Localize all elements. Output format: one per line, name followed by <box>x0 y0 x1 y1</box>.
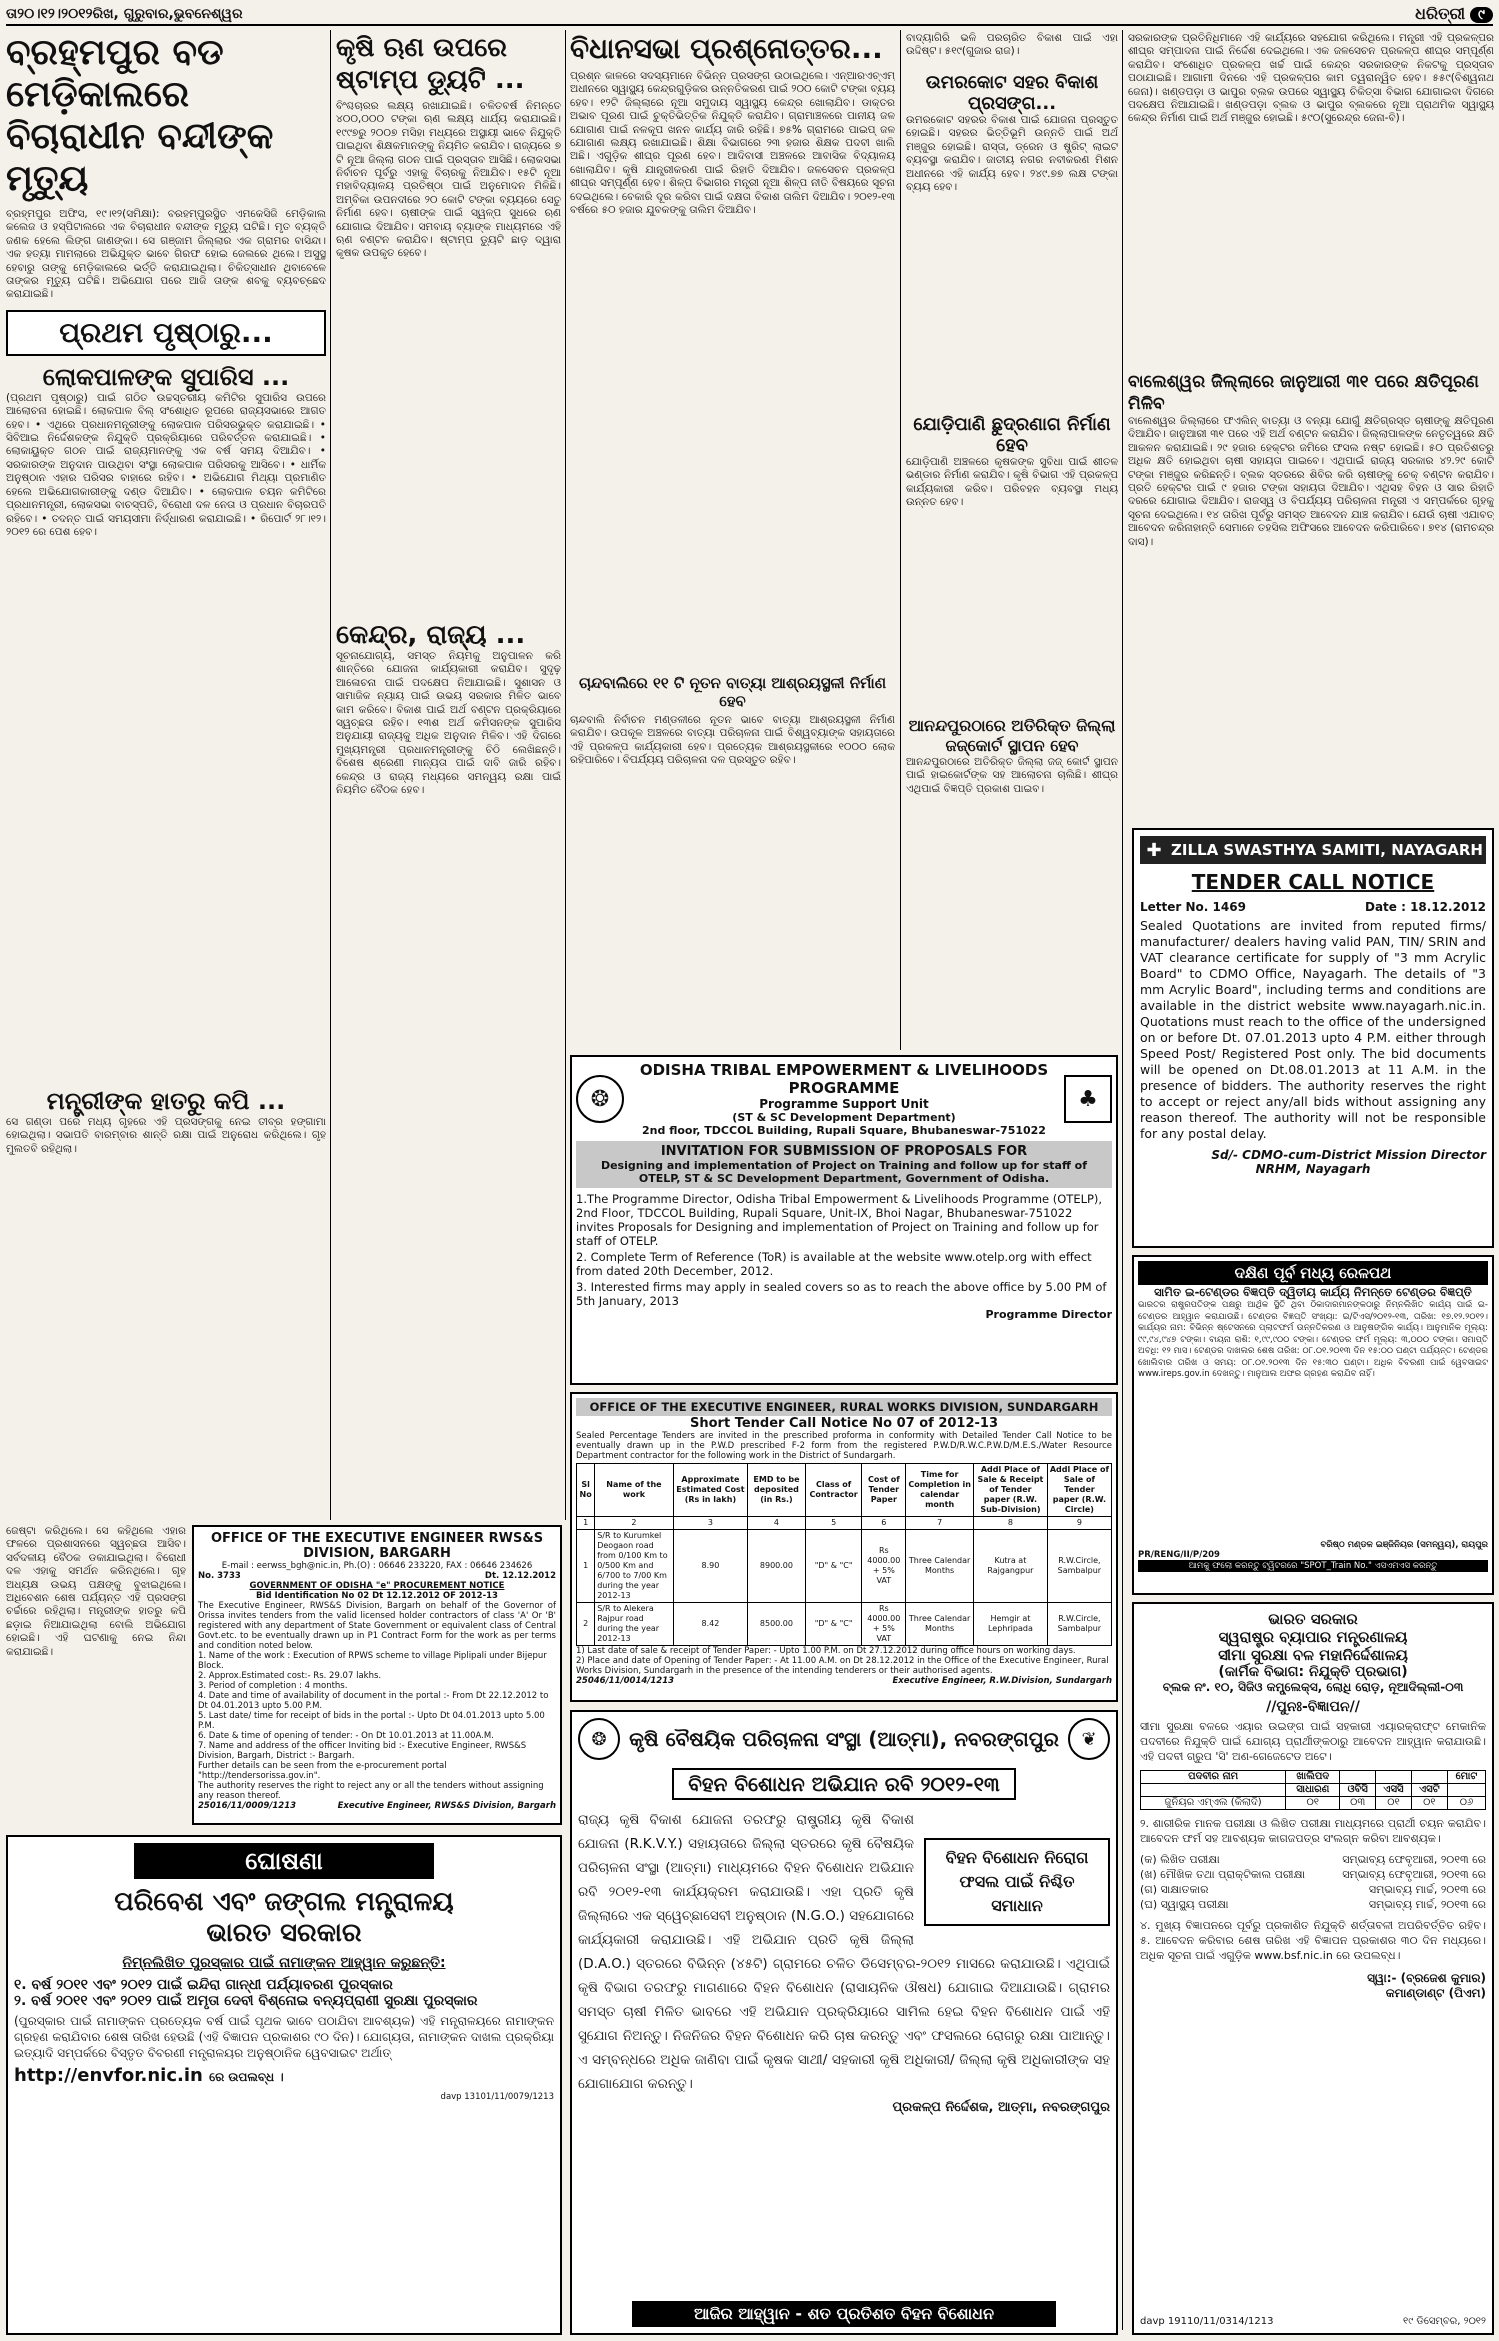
schedule-date: ସମ୍ଭାବ୍ୟ ଫେବୃଆରୀ, ୨୦୧୩ ରେ <box>1342 1868 1486 1881</box>
railway-code: PR/RENG/II/P/209 <box>1138 1550 1220 1560</box>
atma-sign: ପ୍ରକଳ୍ପ ନିର୍ଦ୍ଦେଶକ, ଆତ୍ମା, ନବରଙ୍ଗପୁର <box>892 2100 1110 2115</box>
list-item <box>1140 1882 1486 1897</box>
list-item <box>1140 1867 1486 1882</box>
schedule-date: ସମ୍ଭାବ୍ୟ ଫେବୃଆରୀ, ୨୦୧୩ ରେ <box>1342 1853 1486 1866</box>
ghoshana-govt: ଭାରତ ସରକାର <box>206 1918 362 1948</box>
atma-slogan-box: ବିହନ ବିଶୋଧନ ନିରୋଗ ଫସଲ ପାଇଁ ନିଶ୍ଚିତ ସମାଧାନ <box>924 1838 1110 1926</box>
rws-item: 5. Last date/ time for receipt of bids in the portal :- Upto Dt 04.01.2013 upto 5.00 P.M. <box>198 1711 545 1731</box>
table-cell: Hemgir at Lephripada <box>974 1603 1048 1646</box>
table-cell: ପଦବୀର ନାମ <box>1141 1771 1286 1784</box>
header-date: ତା୨୦।୧୨।୨୦୧୨ରିଖ, ଗୁରୁବାର,ଭୁବନେଶ୍ୱର <box>6 6 243 22</box>
schedule-date: ସମ୍ଭାବ୍ୟ ମାର୍ଚ୍ଚ, ୨୦୧୩ ରେ <box>1368 1898 1486 1911</box>
zilla-tender-notice <box>1132 828 1494 1248</box>
rws-item: 1. Name of the work : Execution of RPWS scheme to village Piplipali under Bijepur Block. <box>198 1651 547 1671</box>
table-cell: ଓବିସି <box>1340 1784 1376 1797</box>
rws-item: 7. Name and address of the officer Inviting bid :- Executive Engineer, RWS&S Division, Bargarh, District :- Bargarh. <box>198 1741 527 1761</box>
col4-sub2-body: ଯୋଡ଼ିପାଣି ଅଞ୍ଚଳରେ କୃଷକଙ୍କ ସୁବିଧା ପାଇଁ ଶୀତଳ ଭଣ୍ଡାର ନିର୍ମାଣ କରାଯିବ। କୃଷି ବିଭାଗ ଏହି ପ୍ରକଳ୍ପ କାର୍ଯ୍ୟକାରୀ କରିବ। ପରିବହନ ବ୍ୟବସ୍ଥା ମଧ୍ୟ ଉନ୍ନତ ହେବ। <box>906 456 1118 509</box>
table-cell: 8.42 <box>673 1603 748 1646</box>
sundargarh-body: Sealed Percentage Tenders are invited in the prescribed proforma in conformity with Detailed Tender Call Notice to be eventually drawn up in the P.W.D prescribed F-2 form from the registered P.W.D/R.W.C.P.W.D/M.E.S./Water Resource Department contractor for the following work in the District of Sundargarh. <box>576 1431 1112 1461</box>
table-cell: ଜୁନିୟର ଏମ୍‌ଏଲ (କିଲାଦି) <box>1141 1797 1286 1810</box>
rws-code: 25016/11/0009/1213 <box>198 1801 297 1811</box>
column-4 <box>906 32 1118 1047</box>
page-header <box>6 4 1493 26</box>
col5-top: ସରକାରଙ୍କ ପ୍ରତିନିଧିମାନେ ଏହି କାର୍ଯ୍ୟରେ ସହଯୋଗ କରିଥିଲେ। ମନ୍ତ୍ରୀ ଏହି ପ୍ରକଳ୍ପର ଶୀଘ୍ର ସମ୍ପାଦନା ପାଇଁ ନିର୍ଦ୍ଦେଶ ଦେଇଥିଲେ। ଏକ ଜଳସେଚନ ପ୍ରକଳ୍ପ ଶୀଘ୍ର ସମ୍ପୂର୍ଣ୍ଣ କରାଯିବ। ସଂଶୋଧିତ ପ୍ରକଳ୍ପ ଖର୍ଚ୍ଚ ପାଇଁ କେନ୍ଦ୍ର ସରକାରଙ୍କ ନିକଟକୁ ପ୍ରସ୍ତାବ ପଠାଯାଇଛି। ଆଗାମୀ ଦିନରେ ଏହି ପ୍ରକଳ୍ପର କାମ ତ୍ୱରାନ୍ୱିତ ହେବ। ୫୫୯(ବିଶ୍ୱନାଥ ଜେନା)। ଖଣ୍ଡପଡ଼ା ଓ ଭାପୁର ବ୍ଲକ ଉପରେ ସ୍ୱାସ୍ଥ୍ୟ ଚିକିତ୍ସା ବିଭାଗ ଯୋଗାଇବା ଦିଗରେ ପଦକ୍ଷେପ ନିଆଯାଇଛି। ଖଣ୍ଡପଡ଼ା ବ୍ଲକ ଓ ଭାପୁର ବ୍ଲକରେ ନୂଆ ପ୍ରାଥମିକ ସ୍ୱାସ୍ଥ୍ୟ କେନ୍ଦ୍ର ନିର୍ମାଣ ପାଇଁ ଅର୍ଥ ମଞ୍ଜୁର ହୋଇଛି। ୫୯୦(ସୁରେନ୍ଦ୍ର ଜେନା-ବି)। <box>1128 32 1494 125</box>
list-item <box>1140 1897 1486 1912</box>
table-cell: ୦୧ <box>1411 1797 1447 1810</box>
table-col-number: 7 <box>906 1517 974 1530</box>
bsf-vacancy-table <box>1140 1770 1486 1810</box>
railway-banner: ଦକ୍ଷିଣ ପୂର୍ବ ମଧ୍ୟ ରେଳପଥ <box>1138 1261 1488 1285</box>
table-cell <box>1448 1784 1486 1797</box>
sundargarh-title: OFFICE OF THE EXECUTIVE ENGINEER, RURAL WORKS DIVISION, SUNDARGARH <box>576 1398 1112 1416</box>
bsf-readvert: //ପୁନଃ-ବିଜ୍ଞାପନ// <box>1266 1699 1360 1715</box>
table-cell: Rs 4000.00 + 5% VAT <box>862 1603 906 1646</box>
table-header-cell: Time for Completion in calendar month <box>906 1464 974 1517</box>
table-cell: S/R to Kurumkel Deogaon road from 0/100 Km to 0/500 Km and 6/700 to 7/00 Km during the year 2012-13 <box>595 1530 673 1603</box>
atma-body: ରାଜ୍ୟ କୃଷି ବିକାଶ ଯୋଜନା ତରଫରୁ ରାଷ୍ଟ୍ରୀୟ କୃଷି ବିକାଶ ଯୋଜନା (R.K.V.Y.) ସହାୟତାରେ ଜିଲ୍ଲା ସ୍ତରରେ କୃଷି ବୈଷୟିକ ପରିଚାଳନା ସଂସ୍ଥା (ଆତ୍ମା) ମାଧ୍ୟମରେ ବିହନ ବିଶୋଧନ ଅଭିଯାନ ରବି ୨୦୧୨-୧୩ କାର୍ଯ୍ୟକ୍ରମ କରାଯାଉଛି। ଏହା ପ୍ରତି କୃଷି ଜିଲ୍ଲାରେ ଏକ ସ୍ୱେଚ୍ଛାସେବୀ ଅନୁଷ୍ଠାନ (N.G.O.) ସହଯୋଗରେ କାର୍ଯ୍ୟକାରୀ କରାଯାଉଛି। ଏହି ଅଭିଯାନ ପ୍ରତି କୃଷି ଜିଲ୍ଲା (D.A.O.) ସ୍ତରରେ ବିଭିନ୍ନ (୪୫ଟି) ଗ୍ରାମରେ ଚଳିତ ଡିସେମ୍ବର-୨୦୧୨ ମାସରେ କରାଯାଉଛି। ଏଥିପାଇଁ କୃଷି ବିଭାଗ ତରଫରୁ ମାଗଣାରେ ବିହନ ବିଶୋଧନ (ରାସାୟନିକ ଔଷଧ) ଯୋଗାଇ ଦିଆଯାଉଛି। ଗ୍ରାମର ସମସ୍ତ ଚାଷୀ ମିଳିତ ଭାବରେ ଏହି ଅଭିଯାନ ପ୍ରକ୍ରିୟାରେ ସାମିଲ ହେଇ ବିହନ ବିଶୋଧନ ପାଇଁ ଏହି ସୁଯୋଗ ନିଅନ୍ତୁ। ନିଜନିଜର ବିହନ ବିଶୋଧନ କରି ଚାଷ କରନ୍ତୁ ଏବଂ ଫସଲରେ ରୋଗରୁ ରକ୍ଷା ପାଆନ୍ତୁ। ଏ ସମ୍ବନ୍ଧରେ ଅଧିକ ଜାଣିବା ପାଇଁ କୃଷକ ସାଥୀ/ ସହକାରୀ କୃଷି ଅଧିକାରୀ/ ଜିଲ୍ଲା କୃଷି ଅଧିକାରୀଙ୍କ ସହ ଯୋଗାଯୋଗ କରନ୍ତୁ। <box>578 1812 1110 2092</box>
zilla-body: Sealed Quotations are invited from reputed firms/ manufacturer/ dealers having valid PAN, TIN/ SRIN and VAT clearance certificate for supply of "3 mm Acrylic Board" to CDMO Office, Nayagarh. The details of "3 mm Acrylic Board", including terms and conditions are available in the district website www.nayagarh.nic.in. Quotations must reach to the office of the undersigned on or before Dt. 07.01.2013 upto 4 P.M. either through Speed Post/ Registered Post only. The bid documents will be opened on Dt.08.01.2013 at 11 A.M. in the presence of bidders. The authority reserves the right to accept or reject any/all bids without assigning any reason thereof. The authority will not be responsible for any postal delay. <box>1140 918 1486 1141</box>
table-header-cell: Cost of Tender Paper <box>862 1464 906 1517</box>
railway-notice <box>1132 1255 1494 1595</box>
railway-footer: ଆମକୁ ଫଲୋ କରନ୍ତୁ ଟ୍ୱିଟରରେ "SPOT_Train No." ଏସଏମଏସ କରନ୍ତୁ <box>1138 1560 1488 1572</box>
table-col-number: 3 <box>673 1517 748 1530</box>
table-col-number: 6 <box>862 1517 906 1530</box>
bsf-schedule <box>1140 1852 1486 1912</box>
table-cell: 8900.00 <box>748 1530 806 1603</box>
col3-sub-body: ଚାନ୍ଦବାଲି ନିର୍ବାଚନ ମଣ୍ଡଳୀରେ ନୂତନ ଭାବେ ବାତ୍ୟା ଆଶ୍ରୟସ୍ଥଳୀ ନିର୍ମାଣ କରାଯିବ। ଉପକୂଳ ଅଞ୍ଚଳରେ ବାତ୍ୟା ପରିଚାଳନା ପାଇଁ ବିଶ୍ୱବ୍ୟାଙ୍କ ସହାୟତାରେ ଏହି ପ୍ରକଳ୍ପ କାର୍ଯ୍ୟକାରୀ ହେବ। ପ୍ରତ୍ୟେକ ଆଶ୍ରୟସ୍ଥଳୀରେ ୧୦୦୦ ଲୋକ ରହିପାରିବେ। ବିପର୍ଯ୍ୟୟ ପରିଚାଳନା ଦଳ ପ୍ରସ୍ତୁତ ରହିବ। <box>570 714 895 767</box>
list-item <box>1140 1852 1486 1867</box>
ghoshana-code: davp 13101/11/0079/1213 <box>440 2092 554 2102</box>
column-3 <box>570 32 895 1057</box>
rws-date: Dt. 12.12.2012 <box>484 1571 556 1581</box>
rws-bid-id: Bid Identification No 02 Dt 12.12.2012 OF 2012-13 <box>256 1591 498 1601</box>
ghoshana-notice <box>6 1835 562 2335</box>
sundargarh-subtitle: Short Tender Call Notice No 07 of 2012-13 <box>690 1416 998 1431</box>
kendra-heading: କେନ୍ଦ୍ର, ରାଜ୍ୟ ... <box>336 620 526 650</box>
table-cell: R.W.Circle, Sambalpur <box>1047 1530 1111 1603</box>
atma-notice <box>570 1710 1118 2335</box>
schedule-label: (ଗ) ସାକ୍ଷାତକାର <box>1140 1883 1209 1896</box>
zilla-banner: ZILLA SWASTHYA SAMITI, NAYAGARH <box>1171 841 1483 859</box>
bsf-body: ସୀମା ସୁରକ୍ଷା ବଳରେ ଏୟାର ଉଇଙ୍ଗ ପାଇଁ ସହକାରୀ ଏୟାରକ୍ରାଫ୍ଟ ମେକାନିକ ପଦବୀରେ ନିଯୁକ୍ତି ପାଇଁ ଯୋଗ୍ୟ ପ୍ରାର୍ଥୀଙ୍କଠାରୁ ଆବେଦନ ଆହ୍ୱାନ କରାଯାଉଛି। ଏହି ପଦବୀ ଗ୍ରୁପ 'ସି' ଅଣ-ଗେଜେଟେଡ ଅଟେ। <box>1140 1720 1486 1763</box>
ghoshana-intro: ନିମ୍ନଲିଖିତ ପୁରସ୍କାର ପାଇଁ ନାମାଙ୍କନ ଆହ୍ୱାନ କରୁଛନ୍ତି: <box>122 1955 446 1971</box>
otelp-point: 2. Complete Term of Reference (ToR) is available at the website www.otelp.org with effect from dated 20th December, 2012. <box>576 1250 1092 1278</box>
lokpal-body: (ପ୍ରଥମ ପୃଷ୍ଠାରୁ) ପାଇଁ ଗଠିତ ଉଚ୍ଚସ୍ତରୀୟ କମିଟିର ସୁପାରିସ ଉପରେ ଆଲୋଚନା ହୋଇଛି। ଲୋକପାଳ ବିଲ୍ ସଂଶୋଧିତ ରୂପରେ ରାଜ୍ୟସଭାରେ ଆଗତ ହେବ। • ଏଥିରେ ପ୍ରଧାନମନ୍ତ୍ରୀଙ୍କୁ ଲୋକପାଳ ପରିସରଭୁକ୍ତ କରାଯାଇଛି। • ସିବିଆଇ ନିର୍ଦ୍ଦେଶକଙ୍କ ନିଯୁକ୍ତି ପ୍ରକ୍ରିୟାରେ ପରିବର୍ତ୍ତନ କରାଯାଇଛି। • ଲୋକାୟୁକ୍ତ ଗଠନ ପାଇଁ ରାଜ୍ୟମାନଙ୍କୁ ଏକ ବର୍ଷ ସମୟ ଦିଆଯିବ। • ସରକାରଙ୍କ ଅନୁଦାନ ପାଉଥିବା ସଂସ୍ଥା ଲୋକପାଳ ପରିସରକୁ ଆସିବେ। • ଧାର୍ମିକ ଅନୁଷ୍ଠାନ ଏହାର ପରିସର ବାହାରେ ରହିବ। • ଅଭିଯୋଗ ମିଥ୍ୟା ପ୍ରମାଣିତ ହେଲେ ଅଭିଯୋଗକାରୀଙ୍କୁ ଦଣ୍ଡ ଦିଆଯିବ। • ଲୋକପାଳ ଚୟନ କମିଟିରେ ପ୍ରଧାନମନ୍ତ୍ରୀ, ଲୋକସଭା ବାଚସ୍ପତି, ବିରୋଧୀ ଦଳ ନେତା ଓ ପ୍ରଧାନ ବିଚାରପତି ରହିବେ। • ତଦନ୍ତ ପାଇଁ ସମୟସୀମା ନିର୍ଦ୍ଧାରଣ କରାଯାଇଛି। • ରିପୋର୍ଟ ୨୮।୧୨।୨୦୧୨ ରେ ପେଶ ହେବ। <box>6 391 326 538</box>
bsf-notice <box>1132 1602 1494 2335</box>
sundargarh-note: 2) Place and date of Opening of Tender Paper: - At 11.00 A.M. on Dt 28.12.2012 in the Office of the Executive Engineer, Rural Works Division, Sundargarh in the presence of the intending tenderers or their authorised agents. <box>576 1656 1109 1676</box>
table-cell: R.W.Circle, Sambalpur <box>1047 1603 1111 1646</box>
schedule-label: (ଖ) ମୌଖିକ ତଥା ପ୍ରାକ୍ଟିକାଲ ପରୀକ୍ଷା <box>1140 1868 1305 1881</box>
bsf-body3: ୪. ମୁଖ୍ୟ ବିଜ୍ଞାପନରେ ପୂର୍ବରୁ ପ୍ରକାଶିତ ନିଯୁକ୍ତି ଶର୍ତ୍ତାବଳୀ ଅପରିବର୍ତ୍ତିତ ରହିବ। ୫. ଆବେଦନ କରିବାର ଶେଷ ତାରିଖ ଏହି ବିଜ୍ଞାପନ ପ୍ରକାଶର ୩୦ ଦିନ ମଧ୍ୟରେ। ଅଧିକ ସୂଚନା ପାଇଁ ଏଗୁଡ଼ିକ www.bsf.nic.in ରେ ଉପଲବ୍ଧ। <box>1140 1919 1486 1962</box>
article-body: ବ୍ରହ୍ମପୁର ଅଫିସ, ୧୯।୧୨(ସମିକ୍ଷା): ବରହମ୍ପୁରସ୍ଥିତ ଏମକେସିଜି ମେଡ଼ିକାଲ କଲେଜ ଓ ହସ୍ପିଟାଲରେ ଏକ ବିଚାରାଧୀନ ବନ୍ଦୀଙ୍କ ମୃତ୍ୟୁ ଘଟିଛି। ମୃତ ବ୍ୟକ୍ତି ଜଣକ ହେଲେ ଲିଙ୍ଗ ଜାଣଙ୍କା। ସେ ଗଞ୍ଜାମ ଜିଲ୍ଲାର ଏକ ଗ୍ରାମର ବାସିନ୍ଦା। ଏକ ହତ୍ୟା ମାମଲାରେ ଅଭିଯୁକ୍ତ ଭାବେ ଗିରଫ ହୋଇ ଜେଲରେ ଥିଲେ। ଅସୁସ୍ଥ ହେବାରୁ ତାଙ୍କୁ ମେଡ଼ିକାଲରେ ଭର୍ତ୍ତି କରାଯାଇଥିଲା। ଚିକିତ୍ସାଧୀନ ଥିବାବେଳେ ତାଙ୍କର ମୃତ୍ୟୁ ଘଟିଛି। ଅଭିଯୋଗ ପରେ ଆଜି ତାଙ୍କ ଶବକୁ ବ୍ୟବଚ୍ଛେଦ କରାଯାଇଛି। <box>6 208 326 301</box>
col4-sub2: ଯୋଡ଼ିପାଣି ଛୁଦ୍ରଣାଗ ନିର୍ମାଣ ହେବ <box>913 414 1111 456</box>
otelp-invitation: INVITATION FOR SUBMISSION OF PROPOSALS FOR <box>660 1144 1028 1159</box>
rws-contact: E-mail : eerwss_bgh@nic.in, Ph.(O) : 06646 233220, FAX : 06646 234626 <box>221 1561 533 1571</box>
otelp-unit-dept: (ST & SC Development Department) <box>732 1111 956 1124</box>
atma-footer: ଆଜିର ଆହ୍ୱାନ - ଶତ ପ୍ରତିଶତ ବିହନ ବିଶୋଧନ <box>632 2301 1056 2327</box>
zilla-sign-office: NRHM, Nayagarh <box>1255 1162 1371 1176</box>
col4-sub3: ଆନନ୍ଦପୁରଠାରେ ଅତିରିକ୍ତ ଜିଲ୍ଲା ଜଜ୍‌କୋର୍ଟ ସ୍ଥାପନ ହେବ <box>908 716 1116 755</box>
rws-sign: Executive Engineer, RWS&S Division, Bargarh <box>337 1801 556 1811</box>
column-1 <box>6 32 326 1482</box>
column-2 <box>336 32 561 1517</box>
bsf-code: davp 19110/11/0314/1213 <box>1140 2316 1274 2327</box>
table-cell: ମୋଟ <box>1448 1771 1486 1784</box>
bsf-sign: ସ୍ୱା:- (ବ୍ରଜେଶ କୁମାର) <box>1367 1971 1486 1985</box>
otelp-notice <box>570 1055 1118 1385</box>
table-cell: ୦୬ <box>1448 1797 1486 1810</box>
rws-subtitle: GOVERNMENT OF ODISHA "e" PROCUREMENT NOTICE <box>249 1581 505 1591</box>
rws-bargarh-notice <box>192 1525 562 1825</box>
bsf-dept: (କାର୍ମିକ ବିଭାଗ: ନିଯୁକ୍ତି ପ୍ରଭାଗ) <box>1218 1664 1408 1680</box>
otelp-address: 2nd floor, TDCCOL Building, Rupali Square, Bhubaneswar-751022 <box>642 1124 1046 1137</box>
zilla-date: Date : 18.12.2012 <box>1364 900 1486 914</box>
rws-item: 6. Date & time of opening of tender: - On Dt 10.01.2013 at 11.00A.M. <box>198 1731 494 1741</box>
nrhm-logo-icon: ✚ <box>1146 839 1162 861</box>
ghoshana-item: ୧. ବର୍ଷ ୨୦୧୧ ଏବଂ ୨୦୧୨ ପାଇଁ ଇନ୍ଦିରା ଗାନ୍ଧୀ ପର୍ଯ୍ୟାବରଣ ପୁରସ୍କାର <box>14 1977 393 1993</box>
bsf-ministry: ସ୍ୱରାଷ୍ଟ୍ର ବ୍ୟାପାର ମନ୍ତ୍ରଣାଳୟ <box>1218 1628 1408 1646</box>
otelp-point: 1.The Programme Director, Odisha Tribal Empowerment & Livelihoods Programme (OTELP), 2nd Floor, TDCCOL Building, Rupali Square, Unit-IX, Bhoi Nagar, Bhubaneswar-751022 invites Proposals for Designing and implementation of Project on Training and follow up for staff of OTELP. <box>576 1192 1103 1248</box>
bsf-body2: ୨. ଶାରୀରିକ ମାନକ ପରୀକ୍ଷା ଓ ଲିଖିତ ପରୀକ୍ଷା ମାଧ୍ୟମରେ ପ୍ରାର୍ଥୀ ଚୟନ କରାଯିବ। ଆବେଦନ ଫର୍ମ ସହ ଆବଶ୍ୟକ କାଗଜପତ୍ର ସଂଲଗ୍ନ କରିବା ଆବଶ୍ୟକ। <box>1140 1817 1486 1845</box>
ghoshana-item: ୨. ବର୍ଷ ୨୦୧୧ ଏବଂ ୨୦୧୨ ପାଇଁ ଅମୃତା ଦେବୀ ବିଶ୍ନୋଇ ବନ୍ୟପ୍ରାଣୀ ସୁରକ୍ଷା ପୁରସ୍କାର <box>14 1993 478 2009</box>
col3-heading: ବିଧାନସଭା ପ୍ରଶ୍ନୋତ୍ତର... <box>570 32 883 65</box>
ghoshana-banner: ଘୋଷଣା <box>134 1843 434 1879</box>
mantri-body: ସେ ଗଣ୍ଡା ପରେ ମଧ୍ୟ ଗୃହରେ ଏହି ପ୍ରସଙ୍ଗକୁ ନେଇ ତୀବ୍ର ହଙ୍ଗାମା ହୋଇଥିଲା। ସଭାପତି ବାରମ୍ବାର ଶାନ୍ତି ରକ୍ଷା ପାଇଁ ଅନୁରୋଧ କରିଥିଲେ। ଗୃହ ମୁଲତବି ରହିଥିଲା। <box>6 1115 326 1155</box>
table-col-number: 5 <box>805 1517 862 1530</box>
table-cell: 1 <box>577 1530 595 1603</box>
page-number: ୯ <box>1470 7 1493 23</box>
table-col-number: 8 <box>974 1517 1048 1530</box>
table-col-number: 1 <box>577 1517 595 1530</box>
table-cell: Three Calendar Months <box>906 1530 974 1603</box>
bsf-govt: ଭାରତ ସରକାର <box>1268 1610 1358 1628</box>
schedule-label: (କ) ଲିଖିତ ପରୀକ୍ଷା <box>1140 1853 1220 1866</box>
emblem-icon: ❂ <box>578 1718 620 1760</box>
table-cell: S/R to Alekera Rajpur road during the year 2012-13 <box>595 1603 673 1646</box>
zilla-title: TENDER CALL NOTICE <box>1191 870 1435 894</box>
table-cell: ୦୧ <box>1286 1797 1340 1810</box>
column-5 <box>1128 32 1494 832</box>
col5-heading: ବାଲେଶ୍ୱର ଜିଲ୍ଲାରେ ଜାନୁଆରୀ ୩୧ ପରେ କ୍ଷତିପୂରଣ ମିଳିବ <box>1128 372 1479 414</box>
table-cell: 2 <box>577 1603 595 1646</box>
bsf-directorate: ସୀମା ସୁରକ୍ଷା ବଳ ମହାନିର୍ଦ୍ଦେଶାଳୟ <box>1218 1646 1408 1664</box>
table-cell: ୦୧ <box>1376 1797 1412 1810</box>
zilla-letter: Letter No. 1469 <box>1140 900 1246 914</box>
schedule-date: ସମ୍ଭାବ୍ୟ ମାର୍ଚ୍ଚ, ୨୦୧୩ ରେ <box>1368 1883 1486 1896</box>
bsf-address: ବ୍ଲକ ନଂ. ୧୦, ସିଜିଓ କମ୍ପ୍ଲେକ୍ସ, ଲୋଧି ରୋଡ଼, ନୂଆଦିଲ୍ଲୀ-୦୩ <box>1162 1680 1464 1694</box>
ghoshana-ministry: ପରିବେଶ ଏବଂ ଜଙ୍ଗଲ ମନ୍ତ୍ରାଳୟ <box>114 1887 454 1917</box>
table-header-cell: Addl Place of Sale & Receipt of Tender paper (R.W. Sub-Division) <box>974 1464 1048 1517</box>
table-row <box>577 1530 1112 1603</box>
bsf-date: ୧୯ ଡିସେମ୍ବର, ୨୦୧୨ <box>1403 2316 1486 2327</box>
rws-further: Further details can be seen from the e-procurement portal "http://tendersorissa.gov.in". <box>198 1761 447 1781</box>
rws-authority: The authority reserves the right to reject any or all the tenders without assigning any reason thereof. <box>198 1781 544 1801</box>
col2-heading: କୃଷି ଋଣ ଉପରେ ଷ୍ଟାମ୍ପ ଡ୍ୟୁଟି ... <box>336 33 525 95</box>
zilla-sign: Sd/- CDMO-cum-District Mission Director <box>1211 1148 1486 1162</box>
section-banner: ପ୍ରଥମ ପୃଷ୍ଠାରୁ... <box>6 310 326 356</box>
railway-body: ଭାରତର ରାଷ୍ଟ୍ରପତିଙ୍କ ପକ୍ଷରୁ ଆର୍ଥିକ ସ୍ଥିତି ଥିବା ଠିକାଦାରମାନଙ୍କଠାରୁ ନିମ୍ନଲିଖିତ କାର୍ଯ୍ୟ ପାଇଁ ଇ-ଟେଣ୍ଡର ଆହ୍ୱାନ କରାଯାଉଛି। ଟେଣ୍ଡର ବିଜ୍ଞପ୍ତି ସଂଖ୍ୟା: ଇ/ଟିଏସ/୨୦୧୨-୧୩, ତାରିଖ: ୧୭.୧୨.୨୦୧୨। କାର୍ଯ୍ୟର ନାମ: ବିଭିନ୍ନ ଷ୍ଟେସନରେ ପ୍ଲାଟଫର୍ମ ଉନ୍ନତିକରଣ ଓ ଆନୁଷଙ୍ଗିକ କାର୍ଯ୍ୟ। ଆନୁମାନିକ ମୂଲ୍ୟ: ୯୯,୯୪,୯୪୭ ଟଙ୍କା। ବାୟନା ରାଶି: ୧,୯୯,୯୦୦ ଟଙ୍କା। ଟେଣ୍ଡର ଫର୍ମ ମୂଲ୍ୟ: ୩,୦୦୦ ଟଙ୍କା। ସମାପ୍ତି ଅବଧି: ୧୨ ମାସ। ଟେଣ୍ଡର ଦାଖଲର ଶେଷ ତାରିଖ: ୦୮.୦୧.୨୦୧୩ ଦିନ ୧୫:୦୦ ଘଣ୍ଟା ପର୍ଯ୍ୟନ୍ତ। ଟେଣ୍ଡର ଖୋଲିବାର ତାରିଖ ଓ ସମୟ: ୦୮.୦୧.୨୦୧୩ ଦିନ ୧୫:୩୦ ଘଣ୍ଟା। ଅଧିକ ବିବରଣୀ ପାଇଁ ୱେବସାଇଟ www.ireps.gov.in ଦେଖନ୍ତୁ। ମାନୁଆଲ ଅଫର ଗ୍ରହଣ କରାଯିବ ନାହିଁ। <box>1138 1300 1488 1379</box>
table-col-number: 9 <box>1047 1517 1111 1530</box>
otelp-sign: Programme Director <box>985 1308 1112 1321</box>
otelp-logo-icon: ♣ <box>1064 1075 1112 1123</box>
col2-body: ବିଂଶ୍ଚଚାରର ଲକ୍ଷ୍ୟ ରଖାଯାଇଛି। ଚଳିତବର୍ଷ ନିମନ୍ତେ ୪୦୦,୦୦୦ ଟଙ୍କା ଋଣ ଲକ୍ଷ୍ୟ ଧାର୍ଯ୍ୟ କରାଯାଇଛି। ୧୯୯୭ରୁ ୨୦୦୭ ମସିହା ମଧ୍ୟରେ ଅସ୍ଥାୟୀ ଭାବେ ନିଯୁକ୍ତି ପାଇଥିବା ଶିକ୍ଷକମାନଙ୍କୁ ନିୟମିତ କରାଯିବ। ରାଜ୍ୟରେ ୭ ଟି ନୂଆ ଜିଲ୍ଲା ଗଠନ ପାଇଁ ପ୍ରସ୍ତାବ ଆସିଛି। ଲୋକସଭା ନିର୍ବାଚନ ପୂର୍ବରୁ ଏହାକୁ ବିଚାରକୁ ନିଆଯିବ। ୧୫ଟି ନୂଆ ମହାବିଦ୍ୟାଳୟ ପ୍ରତିଷ୍ଠା ପାଇଁ ଅନୁମୋଦନ ମିଳିଛି। ଅମ୍ବିକା ଉପନଦୀରେ ୨୦ କୋଟି ଟଙ୍କା ବ୍ୟୟରେ ସେତୁ ନିର୍ମାଣ ହେବ। ଚାଷୀଙ୍କ ପାଇଁ ସ୍ୱଳ୍ପ ସୁଧରେ ଋଣ ଯୋଗାଇ ଦିଆଯିବ। ସମବାୟ ବ୍ୟାଙ୍କ ମାଧ୍ୟମରେ ଏହି ଋଣ ବଣ୍ଟନ କରାଯିବ। ଷ୍ଟାମ୍ପ ଡ୍ୟୁଟି ଛାଡ଼ ଦ୍ୱାରା କୃଷକ ଉପକୃତ ହେବେ। <box>336 100 561 260</box>
table-cell <box>1141 1784 1286 1797</box>
table-cell: Kutra at Rajgangpur <box>974 1530 1048 1603</box>
atma-subtitle: ବିହନ ବିଶୋଧନ ଅଭିଯାନ ରବି ୨୦୧୨-୧୩ <box>672 1768 1015 1800</box>
table-header-cell: Addl Place of Sale of Tender paper (R.W. Circle) <box>1047 1464 1111 1517</box>
table-cell <box>1411 1771 1447 1784</box>
table-cell <box>1376 1771 1412 1784</box>
table-cell: "D" & "C" <box>805 1530 862 1603</box>
table-cell: 8.90 <box>673 1530 748 1603</box>
otelp-unit: Programme Support Unit <box>759 1097 929 1111</box>
sundargarh-table <box>576 1463 1112 1646</box>
lokpal-heading: ଲୋକପାଳଙ୍କ ସୁପାରିସ ... <box>42 362 290 391</box>
odisha-emblem-icon: ❂ <box>576 1075 624 1123</box>
col3-body: ପ୍ରଶ୍ନ କାଳରେ ସଦସ୍ୟମାନେ ବିଭିନ୍ନ ପ୍ରସଙ୍ଗ ଉଠାଇଥିଲେ। ଏନ୍ଆରଏଚ୍ଏମ୍ ଅଧୀନରେ ସ୍ୱାସ୍ଥ୍ୟ କେନ୍ଦ୍ରଗୁଡ଼ିକର ଉନ୍ନତିକରଣ ପାଇଁ ୨୦୦ କୋଟି ଟଙ୍କା ବ୍ୟୟ ହେବ। ୧୨ଟି ଜିଲ୍ଲାରେ ନୂଆ ସମୁଦାୟ ସ୍ୱାସ୍ଥ୍ୟ କେନ୍ଦ୍ର ଖୋଲାଯିବ। ଡାକ୍ତର ଅଭାବ ପୂରଣ ପାଇଁ ଚୁକ୍ତିଭିତ୍ତିକ ନିଯୁକ୍ତି କରାଯିବ। ଗ୍ରାମାଞ୍ଚଳରେ ପାନୀୟ ଜଳ ଯୋଗାଣ ପାଇଁ ନଳକୂପ ଖନନ କାର୍ଯ୍ୟ ଜାରି ରହିଛି। ୭୫% ଗ୍ରାମରେ ପାଇପ୍ ଜଳ ଯୋଗାଣ ଲକ୍ଷ୍ୟ ରଖାଯାଇଛି। ଶିକ୍ଷା ବିଭାଗରେ ୨୩ ହଜାର ଶିକ୍ଷକ ପଦବୀ ଖାଲି ଅଛି। ଏଗୁଡ଼ିକ ଶୀଘ୍ର ପୂରଣ ହେବ। ଆଦିବାସୀ ଅଞ୍ଚଳରେ ଆବାସିକ ବିଦ୍ୟାଳୟ ଖୋଲାଯିବ। କୃଷି ଯାନ୍ତ୍ରୀକରଣ ପାଇଁ ରିହାତି ଦିଆଯିବ। ଜଳସେଚନ ପ୍ରକଳ୍ପ ଶୀଘ୍ର ସମ୍ପୂର୍ଣ୍ଣ ହେବ। ଶିଳ୍ପ ବିଭାଗର ମନ୍ତ୍ରୀ ନୂଆ ଶିଳ୍ପ ନୀତି ବିଷୟରେ ସୂଚନା ଦେଇଥିଲେ। ବେକାରି ଦୂର କରିବା ପାଇଁ ଦକ୍ଷତା ବିକାଶ ତାଲିମ ଦିଆଯିବ। ୨୦୧୨-୧୩ ବର୍ଷରେ ୫୦ ହଜାର ଯୁବକଙ୍କୁ ତାଲିମ ଦିଆଯିବ। <box>570 70 895 217</box>
ghoshana-url[interactable]: http://envfor.nic.in <box>14 2065 203 2086</box>
ghoshana-note: (ପୁରସ୍କାର ପାଇଁ ନାମାଙ୍କନ ପ୍ରତ୍ୟେକ ବର୍ଷ ପାଇଁ ପୃଥକ ଭାବେ ପଠାଯିବା ଆବଶ୍ୟକ) ଏହି ମନ୍ତ୍ରାଳୟରେ ନାମାଙ୍କନ ଗ୍ରହଣ କରାଯିବାର ଶେଷ ତାରିଖ ହେଉଛି (ଏହି ବିଜ୍ଞାପନ ପ୍ରକାଶର ୯୦ ଦିନ)। ଯୋଗ୍ୟତା, ନାମାଙ୍କନ ଦାଖଲ ପ୍ରକ୍ରିୟା ଇତ୍ୟାଦି ସମ୍ପର୍କରେ ବିସ୍ତୃତ ବିବରଣୀ ମନ୍ତ୍ରାଳୟର ଅନୁଷ୍ଠାନିକ ୱେବସାଇଟ ଅର୍ଥାତ୍ <box>14 2014 554 2060</box>
mantri-heading: ମନ୍ତ୍ରୀଙ୍କ ହାତରୁ କପି ... <box>46 1086 286 1115</box>
table-cell: ଏସସି <box>1376 1784 1412 1797</box>
kendra-body: ସୂଚନାଯୋଗ୍ୟ, ସମସ୍ତ ନିୟମକୁ ଅନୁପାଳନ କରି ଶାନ୍ତିରେ ଯୋଜନା କାର୍ଯ୍ୟକାରୀ କରାଯିବ। ସୁଦୃଢ଼ ଆଳୋଚନା ପାଇଁ ପଦକ୍ଷେପ ନିଆଯାଇଛି। ସୁଶାସନ ଓ ସାମାଜିକ ନ୍ୟାୟ ପାଇଁ ଉଭୟ ସରକାର ମିଳିତ ଭାବେ କାମ କରିବେ। ବିକାଶ ପାଇଁ ଅର୍ଥ ବଣ୍ଟନ ପ୍ରକ୍ରିୟାରେ ସ୍ୱଚ୍ଛତା ରହିବ। ୧୩ଶ ଅର୍ଥ କମିସନଙ୍କ ସୁପାରିସ ଅନୁଯାୟୀ ରାଜ୍ୟକୁ ଅଧିକ ଅନୁଦାନ ମିଳିବ। ଏହି ଦିଗରେ ମୁଖ୍ୟମନ୍ତ୍ରୀ ପ୍ରଧାନମନ୍ତ୍ରୀଙ୍କୁ ଚିଠି ଲେଖିଛନ୍ତି। ବିଶେଷ ଶ୍ରେଣୀ ମାନ୍ୟତା ପାଇଁ ଦାବି ଜାରି ରହିବ। କେନ୍ଦ୍ର ଓ ରାଜ୍ୟ ମଧ୍ୟରେ ସମନ୍ୱୟ ରକ୍ଷା ପାଇଁ ନିୟମିତ ବୈଠକ ହେବ। <box>336 650 561 797</box>
headline: ବ୍ରହ୍ମପୁର ବଡ ମେଡ଼ିକାଲରେ ବିଚାରାଧୀନ ବନ୍ଦୀଙ୍କ ମୃତ୍ୟୁ <box>6 32 274 199</box>
table-cell: "D" & "C" <box>805 1603 862 1646</box>
ghoshana-url-tail: ରେ ଉପଲବ୍ଧ । <box>209 2070 284 2084</box>
table-header-cell: EMD to be deposited (in Rs.) <box>748 1464 806 1517</box>
table-header-cell: Class of Contractor <box>805 1464 862 1517</box>
table-header-cell: Approximate Estimated Cost (Rs in lakh) <box>673 1464 748 1517</box>
rws-body: The Executive Engineer, RWS&S Division, Bargarh on behalf of the Governor of Orissa invites tenders from the valid licensed holder contractors of class 'A' Or 'B' registered with any department of State Government or equivalent class of Central Govt.etc. to be eventually drawn up in P1 Contract Form for the work as per terms and condition noted below. <box>198 1601 556 1651</box>
table-cell <box>1340 1771 1376 1784</box>
table-cell: ଏସଟି <box>1411 1784 1447 1797</box>
railway-title: ସାମିତ ଇ-ଟେଣ୍ଡର ବିଜ୍ଞପ୍ତି ଦ୍ୱିତୀୟ କାର୍ଯ୍ୟ ନିମନ୍ତେ ଟେଣ୍ଡର ବିଜ୍ଞପ୍ତି <box>1154 1285 1472 1299</box>
col3-subheading: ଚାନ୍ଦବାଲିରେ ୧୧ ଟି ନୂତନ ବାତ୍ୟା ଆଶ୍ରୟସ୍ଥଳୀ ନିର୍ମାଣ ହେବ <box>578 674 887 710</box>
rws-item: 2. Approx.Estimated cost:- Rs. 29.07 lakhs. <box>198 1671 382 1681</box>
table-header-cell: Sl No <box>577 1464 595 1517</box>
rws-item: 4. Date and time of availability of document in the portal :- From Dt 22.12.2012 to Dt 04.01.2013 upto 5.00 P.M. <box>198 1691 549 1711</box>
railway-sign: ବରିଷ୍ଠ ମଣ୍ଡଳ ଇଞ୍ଜିନିୟର (ସମନ୍ୱୟ), ରାୟପୁର <box>1320 1540 1488 1550</box>
table-cell: ୦୩ <box>1340 1797 1376 1810</box>
col4-top: ବାଦ୍ୟାଗିରି ଭଳି ପରଚାରିତ ବିକାଶ ପାଇଁ ଏହା ଉଦ୍ଦିଷ୍ଟ। ୫୧୯(ଗୁଜାର ରାଜ)। <box>906 32 1118 58</box>
table-cell: ସାଧାରଣ <box>1286 1784 1340 1797</box>
table-cell: Rs 4000.00 + 5% VAT <box>862 1530 906 1603</box>
schedule-label: (ଘ) ସ୍ୱାସ୍ଥ୍ୟ ପରୀକ୍ଷା <box>1140 1898 1229 1911</box>
rws-no: No. 3733 <box>198 1571 241 1581</box>
table-col-number: 4 <box>748 1517 806 1530</box>
otelp-invitation-detail: Designing and implementation of Project on Training and follow up for staff of OTELP, ST & SC Development Department, Government of Odisha. <box>600 1159 1088 1185</box>
masthead: ଧରିତ୍ରୀ <box>1415 4 1466 23</box>
col4-sub3-body: ଆନନ୍ଦପୁରଠାରେ ଅତିରିକ୍ତ ଜିଲ୍ଲା ଜଜ୍ କୋର୍ଟ ସ୍ଥାପନ ପାଇଁ ହାଇକୋର୍ଟଙ୍କ ସହ ଆଲୋଚନା ଚାଲିଛି। ଶୀଘ୍ର ଏଥିପାଇଁ ବିଜ୍ଞପ୍ତି ପ୍ରକାଶ ପାଇବ। <box>906 756 1118 795</box>
leaf-icon: ❦ <box>1068 1718 1110 1760</box>
atma-title: କୃଷି ବୈଷୟିକ ପରିଚାଳନା ସଂସ୍ଥା (ଆତ୍ମା), ନବରଙ୍ଗପୁର <box>629 1727 1059 1751</box>
sundargarh-tender <box>570 1392 1118 1702</box>
bsf-sign-title: କମାଣ୍ଡାଣ୍ଟ (ପିଏମ) <box>1385 1986 1486 2000</box>
sundargarh-code: 25046/11/0014/1213 <box>576 1676 675 1686</box>
col4-sub1-body: ଉମରକୋଟ ସହରର ବିକାଶ ପାଇଁ ଯୋଜନା ପ୍ରସ୍ତୁତ ହୋଇଛି। ସହରର ଭିତ୍ତିଭୂମି ଉନ୍ନତି ପାଇଁ ଅର୍ଥ ମଞ୍ଜୁର ହୋଇଛି। ରାସ୍ତା, ଡ୍ରେନ ଓ ଷ୍ଟ୍ରିଟ୍ ଲାଇଟ ବ୍ୟବସ୍ଥା କରାଯିବ। ଜାତୀୟ ନଗର ନବୀକରଣ ମିଶନ ଅଧୀନରେ ଏହି କାର୍ଯ୍ୟ ହେବ। ୨୪୯.୭୭ ଲକ୍ଷ ଟଙ୍କା ବ୍ୟୟ ହେବ। <box>906 114 1118 194</box>
rws-item: 3. Period of completion : 4 months. <box>198 1681 348 1691</box>
table-col-number: 2 <box>595 1517 673 1530</box>
col5-body: ବାଲେଶ୍ୱର ଜିଲ୍ଲାରେ ଫଏଲିନ୍ ବାତ୍ୟା ଓ ବନ୍ୟା ଯୋଗୁଁ କ୍ଷତିଗ୍ରସ୍ତ ଚାଷୀଙ୍କୁ କ୍ଷତିପୂରଣ ଦିଆଯିବ। ଜାନୁଆରୀ ୩୧ ପରେ ଏହି ଅର୍ଥ ବଣ୍ଟନ କରାଯିବ। ଜିଲ୍ଲାପାଳଙ୍କ ନେତୃତ୍ୱରେ କ୍ଷତି ଆକଳନ କରାଯାଇଛି। ୨୯ ହଜାର ହେକ୍ଟର ଜମିରେ ଫସଲ ନଷ୍ଟ ହୋଇଛି। ୫୦ ପ୍ରତିଶତରୁ ଅଧିକ କ୍ଷତି ହୋଇଥିବା ଚାଷୀ ସହାୟତା ପାଇବେ। ଏଥିପାଇଁ ରାଜ୍ୟ ସରକାର ୪୨.୨୯ କୋଟି ଟଙ୍କା ମଞ୍ଜୁର କରିଛନ୍ତି। ବ୍ଲକ ସ୍ତରରେ ଶିବିର କରି ଚାଷୀଙ୍କୁ ଚେକ୍ ବଣ୍ଟନ କରାଯିବ। ପ୍ରତି ହେକ୍ଟର ପାଇଁ ୯ ହଜାର ଟଙ୍କା ସହାୟତା ଦିଆଯିବ। ଏଥିସହ ବିହନ ଓ ସାର ରିହାତି ଦରରେ ଯୋଗାଇ ଦିଆଯିବ। ରାଜସ୍ୱ ଓ ବିପର୍ଯ୍ୟୟ ପରିଚାଳନା ମନ୍ତ୍ରୀ ଏ ସମ୍ପର୍କରେ ଗୃହକୁ ସୂଚନା ଦେଇଥିଲେ। ୧୪ ତାରିଖ ପୂର୍ବରୁ ସମସ୍ତ ଆବେଦନ ଯାଞ୍ଚ କରାଯିବ। ଯେଉଁ ଚାଷୀ ଏଯାବତ୍ ଆବେଦନ କରିନାହାନ୍ତି ସେମାନେ ତହସିଲ ଅଫିସରେ ଆବେଦନ କରିପାରିବେ। ୭୧୪ (ରାମଚନ୍ଦ୍ର ଦାସ)। <box>1128 415 1494 548</box>
table-cell: Three Calendar Months <box>906 1603 974 1646</box>
col4-sub1: ଉମରକୋଟ ସହର ବିକାଶ ପ୍ରସଙ୍ଗ... <box>925 72 1099 114</box>
otelp-point: 3. Interested firms may apply in sealed covers so as to reach the above office by 5.00 PM of 5th January, 2013 <box>576 1280 1107 1308</box>
mantri-continued: ଜେଷ୍ଟା କରିଥିଲେ। ସେ କହିଥିଲେ ଏହାର ଫଳରେ ପ୍ରଶାସନରେ ସ୍ୱଚ୍ଛତା ଆସିବ। ସର୍ବଦଳୀୟ ବୈଠକ ଡକାଯାଇଥିଲା। ବିରୋଧୀ ଦଳ ଏହାକୁ ସମର୍ଥନ କରିନଥିଲେ। ଗୃହ ଅଧ୍ୟକ୍ଷ ଉଭୟ ପକ୍ଷଙ୍କୁ ବୁଝାଇଥିଲେ। ଅଧିବେଶନ ଶେଷ ପର୍ଯ୍ୟନ୍ତ ଏହି ପ୍ରସଙ୍ଗ ଚର୍ଚ୍ଚାରେ ରହିଥିଲା। ମନ୍ତ୍ରୀଙ୍କ ହାତରୁ କପି ଛଡ଼ାଇ ନିଆଯାଇଥିଲା ବୋଲି ଅଭିଯୋଗ ହୋଇଛି। ଏହି ଘଟଣାକୁ ନେଇ ନିନ୍ଦା କରାଯାଇଛି। <box>6 1525 186 1658</box>
sundargarh-sign: Executive Engineer, R.W.Division, Sundargarh <box>892 1676 1112 1686</box>
rws-title: OFFICE OF THE EXECUTIVE ENGINEER RWS&S DIVISION, BARGARH <box>210 1531 544 1561</box>
table-row <box>577 1603 1112 1646</box>
table-header-cell: Name of the work <box>595 1464 673 1517</box>
table-cell: 8500.00 <box>748 1603 806 1646</box>
table-cell: ଖାଲିପଦ <box>1286 1771 1340 1784</box>
sundargarh-note: 1) Last date of sale & receipt of Tender Paper: - Upto 1.00 P.M. on Dt 27.12.2012 during office hours on working days. <box>576 1646 1076 1656</box>
otelp-title: ODISHA TRIBAL EMPOWERMENT & LIVELIHOODS PROGRAMME <box>639 1061 1049 1097</box>
